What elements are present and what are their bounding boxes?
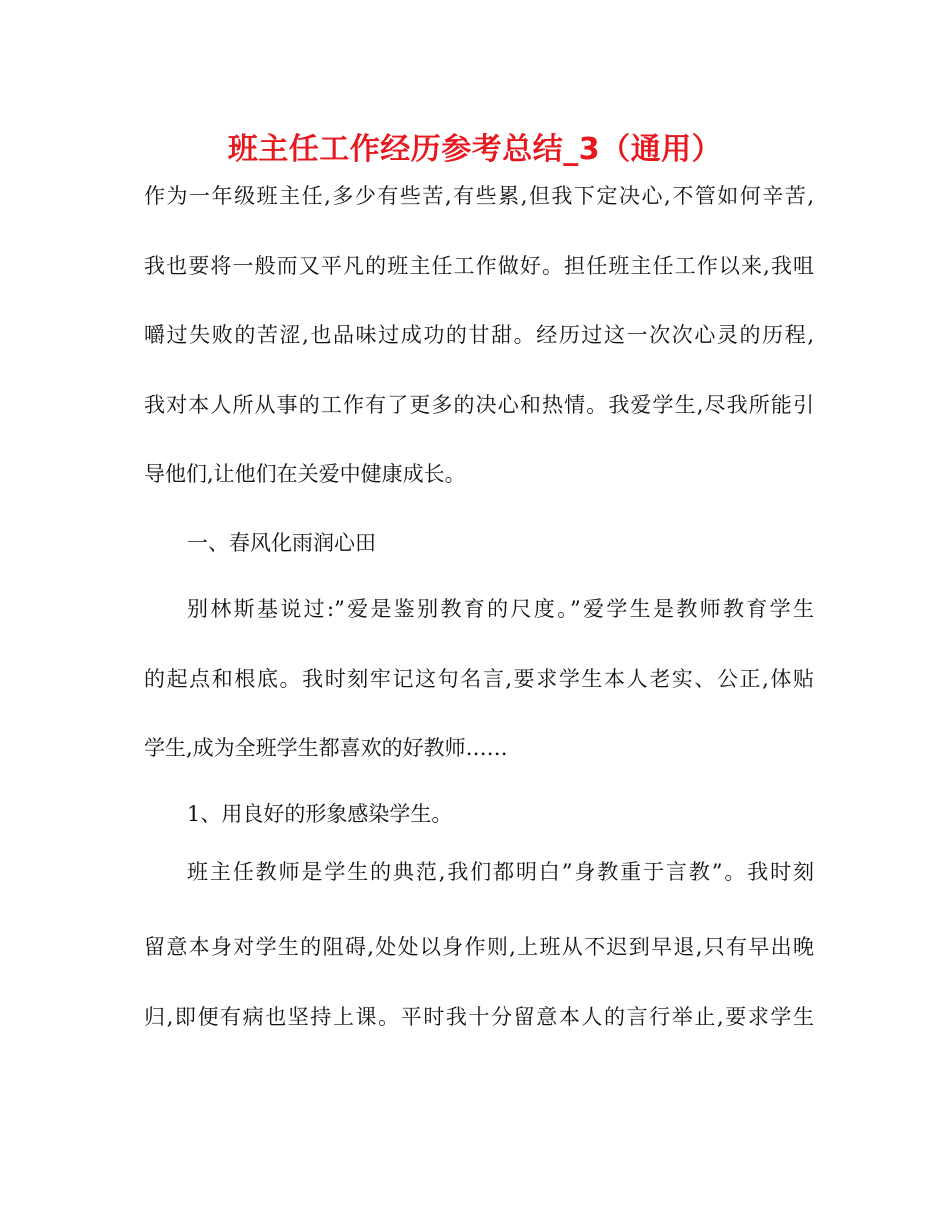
paragraph-line: 作为一年级班主任,多少有些苦,有些累,但我下定决心,不管如何辛苦, (144, 184, 814, 208)
document-title: 班主任工作经历参考总结_3（通用） (227, 132, 723, 167)
paragraph-line: 我对本人所从事的工作有了更多的决心和热情。我爱学生,尽我所能引 (144, 393, 814, 417)
subsection-heading: 1、用良好的形象感染学生。 (187, 802, 453, 826)
paragraph-line: 留意本身对学生的阻碍,处处以身作则,上班从不迟到早退,只有早出晚 (144, 935, 814, 959)
paragraph-line: 别林斯基说过:”爱是鉴别教育的尺度。”爱学生是教师教育学生 (187, 597, 814, 621)
paragraph-line: 导他们,让他们在关爱中健康成长。 (144, 462, 466, 486)
paragraph-line: 归,即便有病也坚持上课。平时我十分留意本人的言行举止,要求学生 (144, 1005, 814, 1029)
paragraph-line: 嚼过失败的苦涩,也品味过成功的甘甜。经历过这一次次心灵的历程, (144, 323, 814, 347)
paragraph-line: 班主任教师是学生的典范,我们都明白”身教重于言教”。我时刻 (187, 860, 814, 884)
section-heading: 一、春风化雨润心田 (187, 531, 376, 555)
paragraph-line: 的起点和根底。我时刻牢记这句名言,要求学生本人老实、公正,体贴 (144, 667, 814, 691)
paragraph-line: 学生,成为全班学生都喜欢的好教师…… (144, 736, 508, 760)
paragraph-line: 我也要将一般而又平凡的班主任工作做好。担任班主任工作以来,我咀 (144, 254, 814, 278)
